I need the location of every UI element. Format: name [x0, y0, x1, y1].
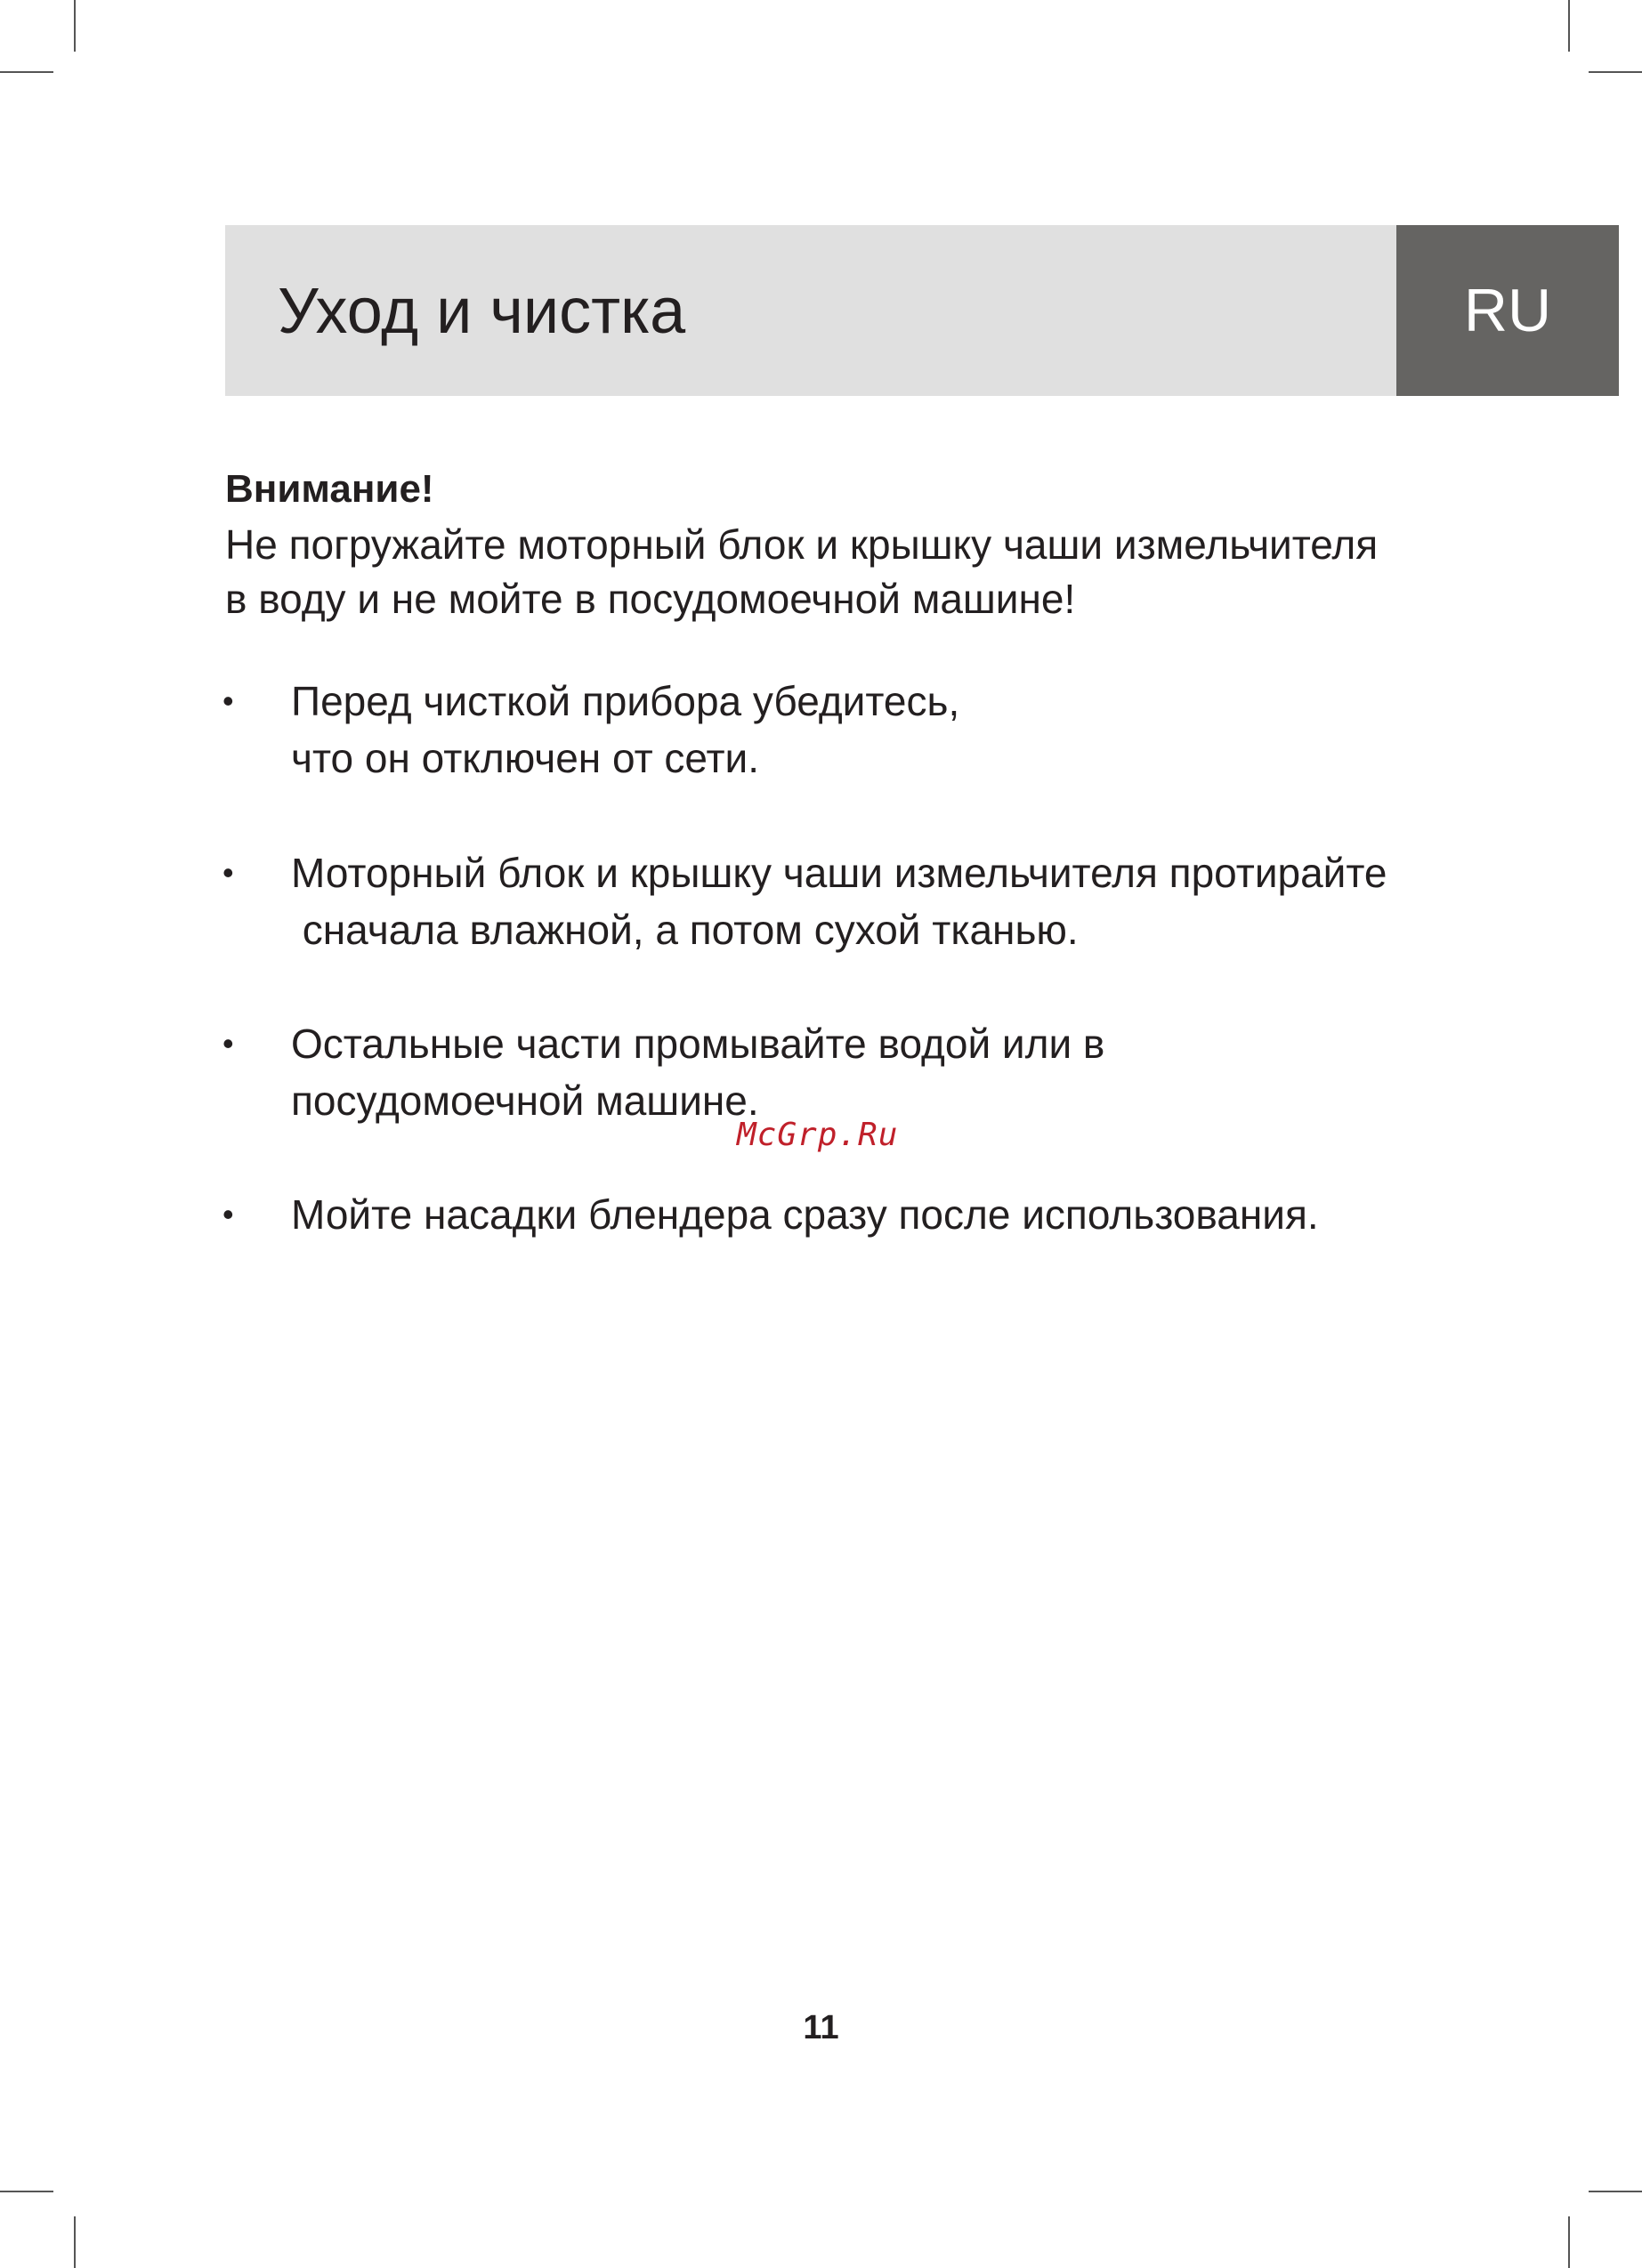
warning-text-line: Не погружайте моторный блок и крышку чаши измельчителя: [225, 521, 1379, 568]
bullet-marker: •: [222, 854, 234, 891]
list-item-line: Мойте насадки блендера сразу после использования.: [291, 1191, 1319, 1238]
crop-mark: [0, 2191, 53, 2192]
crop-mark: [0, 71, 53, 73]
section-title: Уход и чистка: [278, 276, 686, 347]
page-number: 11: [803, 2009, 839, 2046]
crop-mark: [74, 0, 76, 52]
list-item-line: что он отключен от сети.: [291, 735, 760, 781]
warning-heading: Внимание!: [225, 467, 434, 511]
bullet-marker: •: [222, 1025, 234, 1061]
warning-text-line: в воду и не мойте в посудомоечной машине!: [225, 576, 1076, 622]
list-item-line: Перед чисткой прибора убедитесь,: [291, 678, 960, 724]
bullet-marker: •: [222, 1196, 234, 1232]
crop-mark: [1589, 2191, 1642, 2192]
list-item-line: Моторный блок и крышку чаши измельчителя протирайте: [291, 850, 1387, 896]
bullet-marker: •: [222, 682, 234, 719]
crop-mark: [1589, 71, 1642, 73]
crop-mark: [1568, 0, 1570, 52]
watermark-link: McGrp.Ru: [737, 1117, 899, 1153]
language-tab: RU: [1396, 225, 1619, 396]
list-item-line: Остальные части промывайте водой или в: [291, 1021, 1105, 1067]
list-item-line: посудомоечной машине.: [291, 1078, 759, 1124]
crop-mark: [1568, 2216, 1570, 2268]
list-item-line: сначала влажной, а потом сухой тканью.: [291, 907, 1079, 953]
crop-mark: [74, 2216, 76, 2268]
